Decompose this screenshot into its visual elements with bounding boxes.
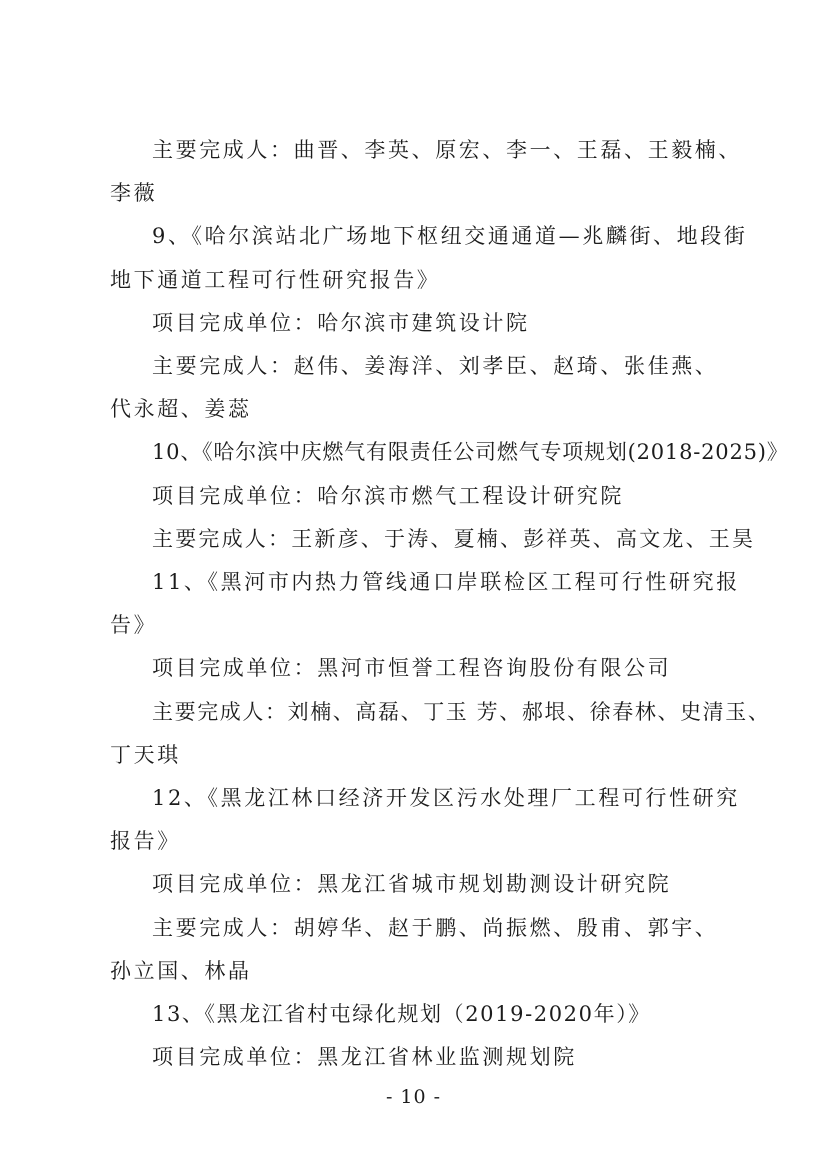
completers-line-11-cont: 丁天琪 [110,743,181,767]
completers-line-12-cont: 孙立国、林晶 [110,959,252,983]
project-title-9: 9、《哈尔滨站北广场地下枢纽交通通道—兆麟街、地段街 [152,224,748,248]
completers-line-12: 主要完成人：胡婷华、赵于鹏、尚振燃、殷甫、郭宇、 [152,916,719,940]
completers-line-11: 主要完成人：刘楠、高磊、丁玉 芳、郝垠、徐春林、史清玉、 [152,700,771,724]
completers-line: 主要完成人：曲晋、李英、原宏、李一、王磊、王毅楠、 [152,138,742,162]
project-title-12-cont: 报告》 [110,829,181,853]
project-title-11-cont: 告》 [110,613,158,637]
project-title-13: 13、《黑龙江省村屯绿化规划（2019-2020年）》 [152,1002,651,1026]
unit-line-10: 项目完成单位：哈尔滨市燃气工程设计研究院 [152,484,624,508]
completers-line-9-cont: 代永超、姜蕊 [110,397,252,421]
completers-line-cont: 李薇 [110,181,158,205]
unit-line-13: 项目完成单位：黑龙江省林业监测规划院 [152,1045,577,1069]
page-number: - 10 - [385,1086,442,1108]
completers-line-9: 主要完成人：赵伟、姜海洋、刘孝臣、赵琦、张佳燕、 [152,354,719,378]
project-title-11: 11、《黑河市内热力管线通口岸联检区工程可行性研究报 [152,570,740,594]
project-title-9-cont: 地下通道工程可行性研究报告》 [110,268,441,292]
project-title-10: 10、《哈尔滨中庆燃气有限责任公司燃气专项规划(2018-2025)》 [152,440,789,464]
unit-line-9: 项目完成单位：哈尔滨市建筑设计院 [152,311,530,335]
completers-line-10: 主要完成人：王新彦、于涛、夏楠、彭祥英、高文龙、王昊 [152,527,756,551]
unit-line-11: 项目完成单位：黑河市恒誉工程咨询股份有限公司 [152,656,672,680]
project-title-12: 12、《黑龙江林口经济开发区污水处理厂工程可行性研究 [152,786,740,810]
unit-line-12: 项目完成单位：黑龙江省城市规划勘测设计研究院 [152,872,672,896]
